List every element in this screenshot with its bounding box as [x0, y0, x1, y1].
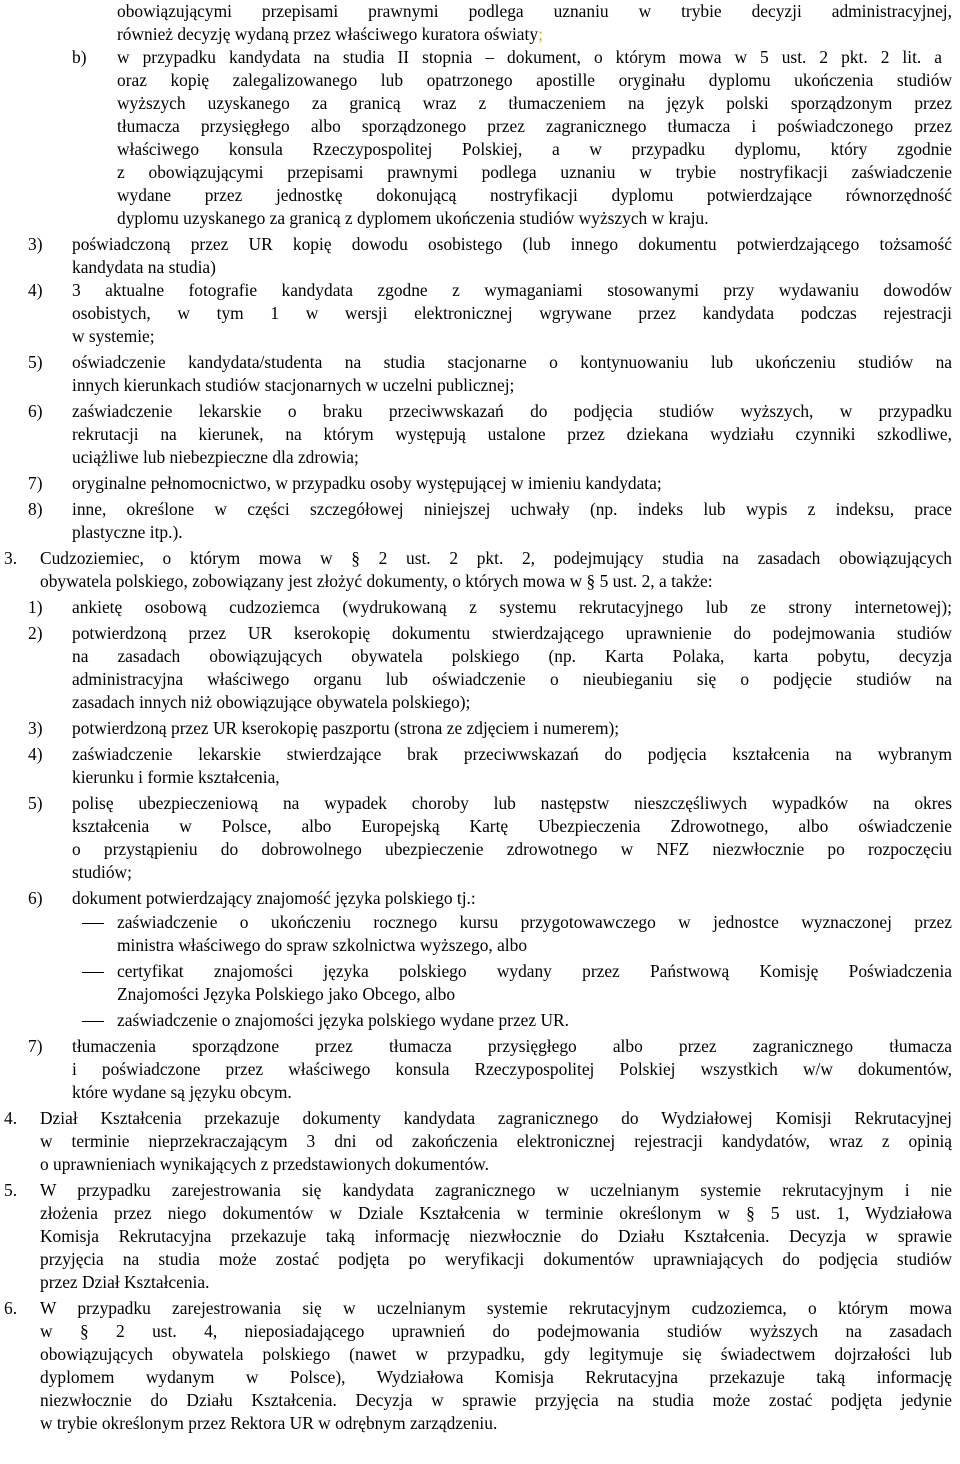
text-line: [72, 423, 952, 446]
text-line-content: obowiązującymi przepisami prawnymi podlega uznaniu w trybie decyzji administracyjnej,: [117, 1, 952, 21]
text-line-content: w terminie nieprzekraczającym 3 dni od zakończenia elektronicznej rejestracji kandydatów, wraz z opinią: [40, 1131, 952, 1151]
text-line-content: W przypadku zarejestrowania się kandydata zagranicznego w uczelnianym systemie rekrutacyjnym i nie: [40, 1180, 952, 1200]
text-line-content: potwierdzoną przez UR kserokopię dokumentu stwierdzającego uprawnienie do podejmowania studiów: [72, 623, 952, 643]
text-line: [40, 1297, 952, 1320]
text-line-content: rekrutacji na kierunek, na którym występują ustalone przez dziekana wydziału czynniki szkodliwe,: [72, 424, 952, 444]
list-marker: 3): [28, 234, 43, 254]
text-line-content: obowiązujących obywatela polskiego (nawet w przypadku, gdy legitymuje się świadectwem dojrzałości lub: [40, 1344, 952, 1364]
text-line: [72, 1058, 952, 1081]
text-line-content: złożenia przez niego dokumentów w Dziale Kształcenia w terminie określonym w § 5 ust. 1, Wydziałowa: [40, 1203, 952, 1223]
text-line: [72, 596, 952, 619]
text-line: [40, 1202, 952, 1225]
text-line: [117, 161, 952, 184]
list-marker: 7): [28, 1036, 43, 1056]
list-marker: 6): [28, 401, 43, 421]
text-line-content: 3 aktualne fotografie kandydata zgodne z wymaganiami stosowanymi przy wydawaniu dowodów: [72, 280, 952, 300]
text-line-content: W przypadku zarejestrowania się w uczelnianym systemie rekrutacyjnym cudzoziemca, o którym mowa: [40, 1298, 952, 1318]
text-line: [72, 717, 619, 740]
text-line: [72, 279, 952, 302]
text-line-content: wyższych uzyskanego za granicą wraz z tłumaczeniem na język polski sporządzonym przez: [117, 93, 952, 113]
dash-bullet-icon: [82, 923, 104, 924]
text-line-content: kształcenia w Polsce, albo Europejską Kartę Ubezpieczenia Zdrowotnego, albo oświadczenie: [72, 816, 952, 836]
text-line: [40, 1153, 489, 1176]
text-line-content: uciążliwe lub niebezpieczne dla zdrowia;: [72, 447, 359, 467]
text-line-content: w przypadku kandydata na studia II stopnia – dokument, o którym mowa w 5 ust. 2 pkt. 2 lit. a: [117, 47, 942, 67]
text-line: [72, 374, 514, 397]
text-line-content: zaświadczenie o znajomości języka polskiego wydane przez UR.: [117, 1010, 569, 1030]
list-marker: 5.: [4, 1180, 18, 1200]
list-marker: 5): [28, 793, 43, 813]
text-line: [72, 815, 952, 838]
text-line-content: tłumaczenia sporządzone przez tłumacza przysięgłego albo przez zagranicznego tłumacza: [72, 1036, 952, 1056]
text-line-content: tłumacza przysięgłego albo sporządzonego przez zagranicznego tłumacza i poświadczonego przez: [117, 116, 952, 136]
text-line: [40, 1225, 952, 1248]
text-line-content: ministra właściwego do spraw szkolnictwa wyższego, albo: [117, 935, 528, 955]
text-line: [117, 115, 952, 138]
dash-bullet-icon: [82, 972, 104, 973]
text-line: [72, 351, 952, 374]
text-line: [40, 1107, 952, 1130]
list-marker: 8): [28, 499, 43, 519]
text-line: [117, 23, 543, 46]
text-line: [40, 1389, 952, 1412]
text-line: [40, 1271, 209, 1294]
text-line: [40, 1366, 952, 1389]
text-line: [72, 256, 216, 279]
text-line-content: z obowiązującymi przepisami prawnymi podlega uznaniu w trybie nostryfikacji zaświadczenie: [117, 162, 952, 182]
text-line-content: właściwego konsula Rzeczypospolitej Polskiej, a w przypadku dyplomu, który zgodnie: [117, 139, 952, 159]
text-line-content: kandydata na studia): [72, 257, 216, 277]
list-marker: 3): [28, 718, 43, 738]
text-line-content: oświadczenie kandydata/studenta na studia stacjonarne o kontynuowaniu lub ukończeniu studiów na: [72, 352, 952, 372]
text-line-content: obywatela polskiego, zobowiązany jest złożyć dokumenty, o których mowa w § 5 ust. 2, a także:: [40, 571, 713, 591]
text-line-content: Znajomości Języka Polskiego jako Obcego, albo: [117, 984, 456, 1004]
text-line-content: zaświadczenie o ukończeniu rocznego kursu przygotowawczego w jednostce wyznaczonej przez: [117, 912, 952, 932]
text-line-content: również decyzję wydaną przez właściwego kuratora oświaty: [117, 24, 539, 44]
text-line: [72, 622, 952, 645]
text-line: [40, 1320, 952, 1343]
text-line-content: zaświadczenie lekarskie o braku przeciwwskazań do podjęcia studiów wyższych, w przypadku: [72, 401, 952, 421]
text-line-content: niezwłocznie do Działu Kształcenia. Decyzja w sprawie przyjęcia na studia może zostać podjęta jedynie: [40, 1390, 952, 1410]
text-line: [117, 983, 455, 1006]
text-line-content: o uprawnieniach wynikających z przedstawionych dokumentów.: [40, 1154, 489, 1174]
text-line: [117, 207, 709, 230]
text-line: [72, 645, 952, 668]
text-line: [72, 1081, 292, 1104]
text-line-content: Dział Kształcenia przekazuje dokumenty kandydata zagranicznego do Wydziałowej Komisji Rekrutacyjnej: [40, 1108, 952, 1128]
text-line-content: dokument potwierdzający znajomość języka polskiego tj.:: [72, 888, 476, 908]
text-line-content: dyplomu uzyskanego za granicą z dyplomem ukończenia studiów wyższych w kraju.: [117, 208, 709, 228]
text-line-content: inne, określone w części szczegółowej niniejszej uchwały (np. indeks lub wypis z indeksu, prace: [72, 499, 952, 519]
text-line: [40, 1179, 952, 1202]
text-line-content: plastyczne itp.).: [72, 522, 183, 542]
text-line-content: i poświadczone przez właściwego konsula Rzeczypospolitej Polskiej wszystkich w/w dokumentów,: [72, 1059, 952, 1079]
text-line-content: osobistych, w tym 1 w wersji elektronicznej wgrywane przez kandydata podczas rejestracji: [72, 303, 952, 323]
dash-bullet-icon: [82, 1021, 104, 1022]
text-line: [72, 766, 280, 789]
text-line: [72, 498, 952, 521]
text-line: [117, 0, 952, 23]
text-line-content: na zasadach obowiązujących obywatela polskiego (np. Karta Polaka, karta pobytu, decyzja: [72, 646, 952, 666]
text-line: [72, 446, 359, 469]
list-marker: 7): [28, 473, 43, 493]
text-line: [40, 1343, 952, 1366]
text-line: [72, 233, 952, 256]
list-marker: 6): [28, 888, 43, 908]
text-line-content: studiów;: [72, 862, 132, 882]
list-marker: 4): [28, 280, 43, 300]
text-line-content: oraz kopię zalegalizowanego lub opatrzonego apostille oryginału dyplomu ukończenia studiów: [117, 70, 952, 90]
text-line: [40, 547, 952, 570]
text-line: [117, 184, 952, 207]
text-line-content: ankietę osobową cudzoziemca (wydrukowaną z systemu rekrutacyjnego lub ze strony internetowej);: [72, 597, 952, 617]
highlighted-punctuation: ;: [538, 24, 543, 44]
text-line-content: certyfikat znajomości języka polskiego wydany przez Państwową Komisję Poświadczenia: [117, 961, 952, 981]
text-line-content: dyplomem wydanym w Polsce), Wydziałowa Komisja Rekrutacyjna przekazuje taką informację: [40, 1367, 952, 1387]
text-line: [117, 911, 952, 934]
text-line: [72, 302, 952, 325]
text-line-content: o przystąpieniu do dobrowolnego ubezpieczenie zdrowotnego w NFZ niezwłocznie po rozpoczęciu: [72, 839, 952, 859]
text-line: [40, 1130, 952, 1153]
text-line: [117, 46, 942, 69]
text-line: [117, 960, 952, 983]
text-line: [40, 570, 713, 593]
text-line-content: przez Dział Kształcenia.: [40, 1272, 210, 1292]
text-line: [72, 861, 132, 884]
text-line-content: administracyjna właściwego organu lub oświadczenie o nieubieganiu się o podjęcie studiów na: [72, 669, 952, 689]
text-line: [72, 743, 952, 766]
text-line: [72, 521, 183, 544]
text-line-content: oryginalne pełnomocnictwo, w przypadku osoby występującej w imieniu kandydata;: [72, 473, 662, 493]
text-line-content: w trybie określonym przez Rektora UR w odrębnym zarządzeniu.: [40, 1413, 498, 1433]
text-line-content: które wydane są języku obcym.: [72, 1082, 292, 1102]
text-line-content: w systemie;: [72, 326, 155, 346]
text-line: [72, 1035, 952, 1058]
text-line: [72, 838, 952, 861]
text-line-content: Cudzoziemiec, o którym mowa w § 2 ust. 2 pkt. 2, podejmujący studia na zasadach obowiązujących: [40, 548, 952, 568]
list-marker: 4): [28, 744, 43, 764]
text-line-content: potwierdzoną przez UR kserokopię paszportu (strona ze zdjęciem i numerem);: [72, 718, 620, 738]
text-line-content: kierunku i formie kształcenia,: [72, 767, 280, 787]
text-line: [40, 1412, 497, 1435]
text-line: [72, 691, 470, 714]
text-line-content: wydane przez jednostkę dokonującą nostryfikacji dyplomu potwierdzające równorzędność: [117, 185, 952, 205]
text-line: [72, 325, 155, 348]
text-line-content: Komisja Rekrutacyjna przekazuje taką informację niezwłocznie do Działu Kształcenia. Decyzja w sprawie: [40, 1226, 952, 1246]
list-marker: 1): [28, 597, 43, 617]
text-line: [117, 934, 527, 957]
text-line: [72, 887, 476, 910]
text-line-content: innych kierunkach studiów stacjonarnych w uczelni publicznej;: [72, 375, 515, 395]
text-line-content: poświadczoną przez UR kopię dowodu osobistego (lub innego dokumentu potwierdzającego tożsamość: [72, 234, 952, 254]
list-marker: 6.: [4, 1298, 18, 1318]
text-line: [40, 1248, 952, 1271]
text-line-content: zasadach innych niż obowiązujące obywatela polskiego);: [72, 692, 471, 712]
list-marker: b): [72, 47, 87, 67]
text-line: [117, 138, 952, 161]
text-line: [72, 668, 952, 691]
text-line: [72, 472, 662, 495]
text-line: [117, 69, 952, 92]
list-marker: 4.: [4, 1108, 18, 1128]
list-marker: 2): [28, 623, 43, 643]
list-marker: 3.: [4, 548, 18, 568]
text-line: [117, 92, 952, 115]
text-line-content: zaświadczenie lekarskie stwierdzające brak przeciwwskazań do podjęcia kształcenia na wybranym: [72, 744, 952, 764]
text-line-content: w § 2 ust. 4, nieposiadającego uprawnień do podejmowania studiów wyższych na zasadach: [40, 1321, 952, 1341]
list-marker: 5): [28, 352, 43, 372]
text-line-content: przyjęcia na studia może zostać podjęta po weryfikacji dokumentów uprawniających do podjęcia studiów: [40, 1249, 952, 1269]
text-line: [117, 1009, 569, 1032]
text-line-content: polisę ubezpieczeniową na wypadek choroby lub następstw nieszczęśliwych wypadków na okres: [72, 793, 952, 813]
text-line: [72, 792, 952, 815]
text-line: [72, 400, 952, 423]
